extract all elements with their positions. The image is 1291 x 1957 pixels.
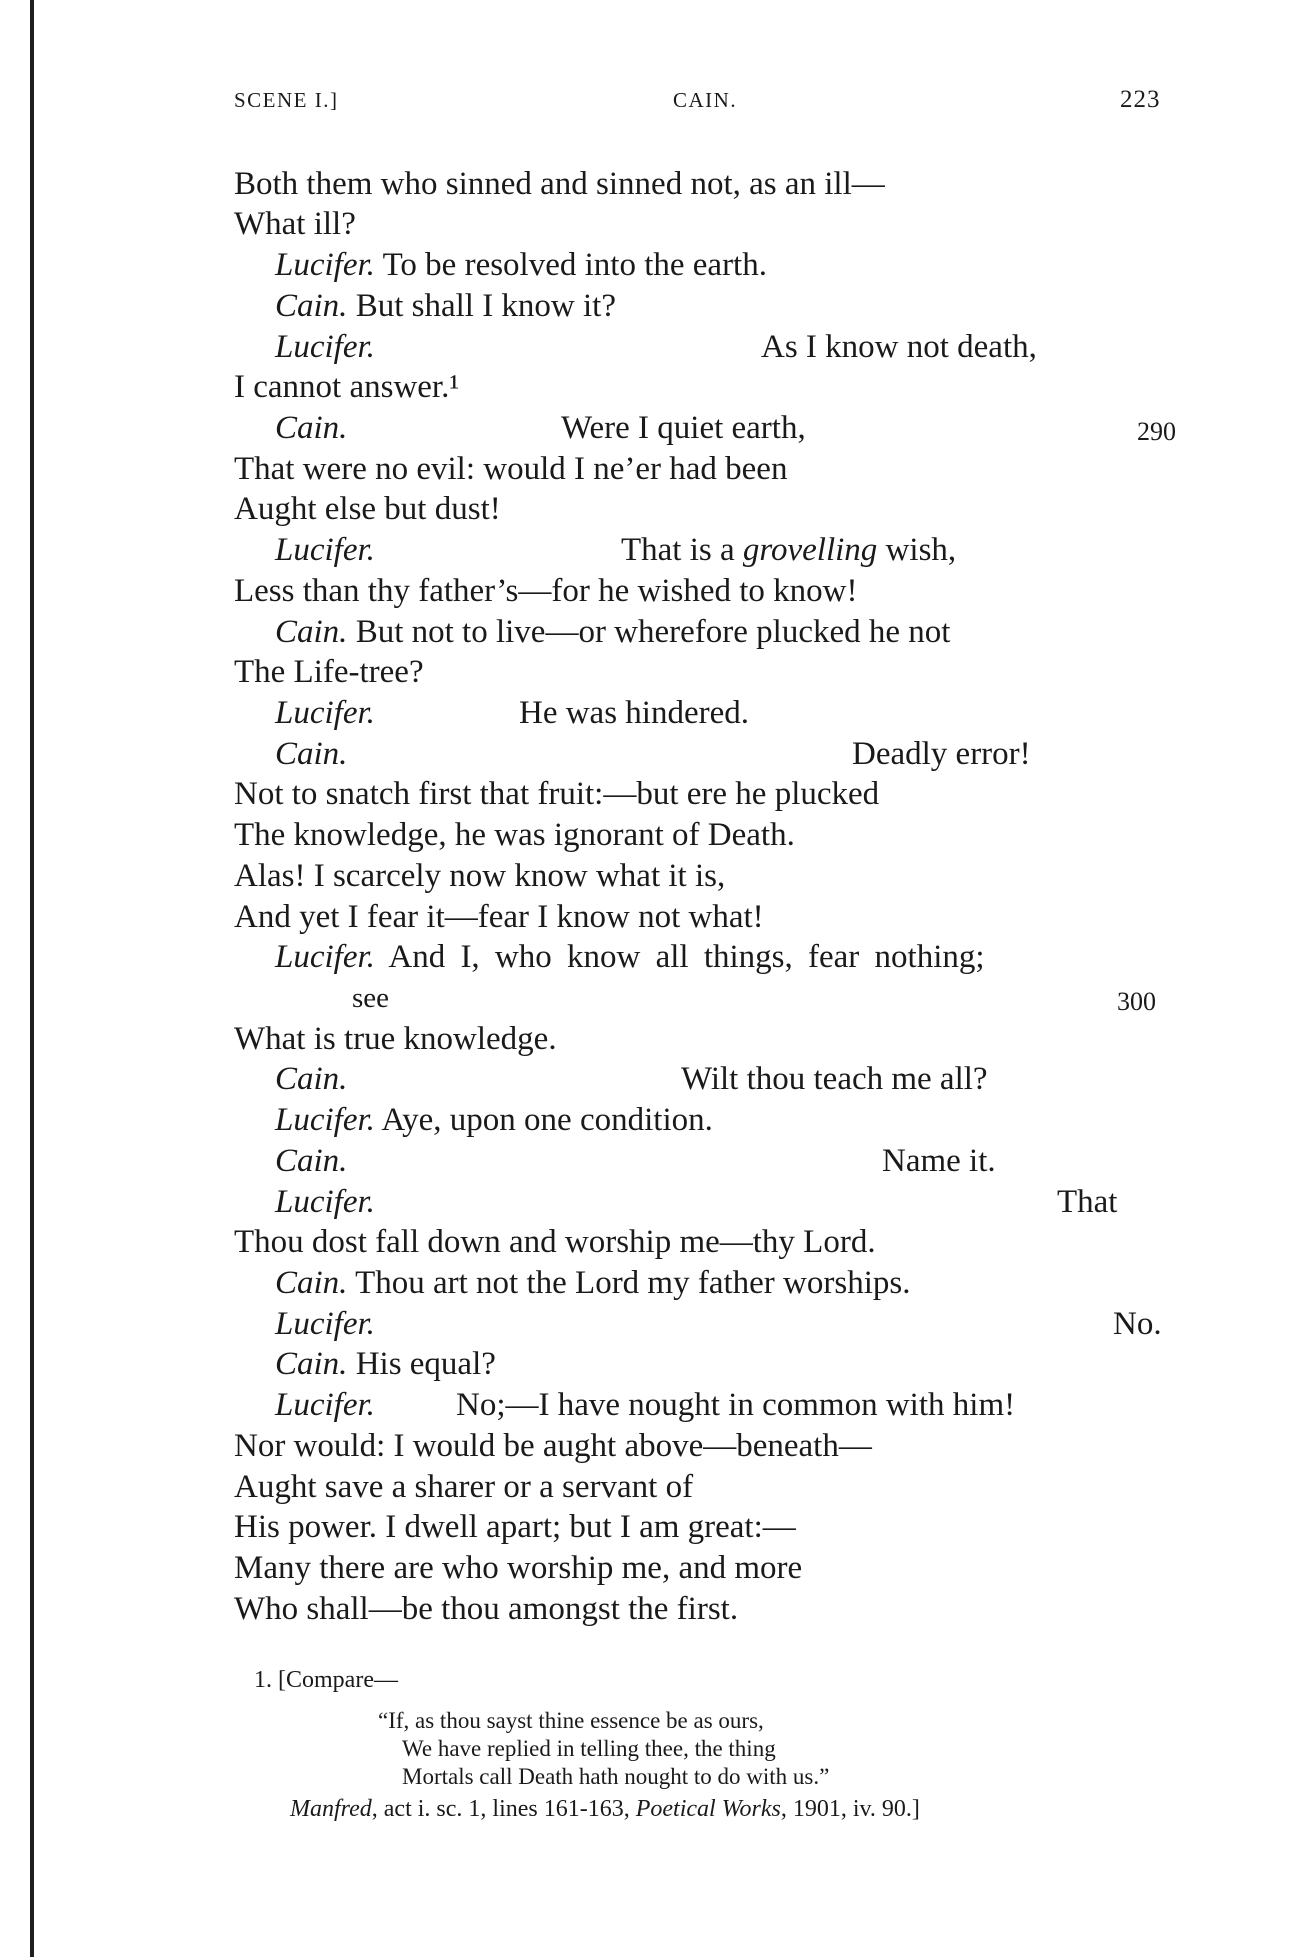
verse-line: The knowledge, he was ignorant of Death. bbox=[234, 817, 795, 853]
footnote-citation: Manfred, act i. sc. 1, lines 161-163, Poetical Works, 1901, iv. 90.] bbox=[290, 1796, 920, 1822]
verse-line: Both them who sinned and sinned not, as an ill— bbox=[234, 166, 885, 202]
verse-line: Cain. Thou art not the Lord my father worships. bbox=[275, 1265, 911, 1301]
play-title: CAIN. bbox=[673, 88, 738, 112]
page-number: 223 bbox=[1120, 86, 1161, 113]
verse-line: That were no evil: would I ne’er had been bbox=[234, 451, 788, 487]
verse-line: Nor would: I would be aught above—beneath— bbox=[234, 1428, 872, 1464]
verse-line: Cain. Wilt thou teach me all? bbox=[275, 1061, 988, 1097]
verse-line: Cain. His equal? bbox=[275, 1346, 496, 1382]
speaker-name: Lucifer. bbox=[275, 247, 375, 283]
verse-line: What is true knowledge. bbox=[234, 1021, 557, 1057]
speaker-name: Cain. bbox=[275, 1143, 348, 1179]
running-header bbox=[0, 88, 1291, 124]
speaker-name: Lucifer. bbox=[275, 939, 375, 975]
line-number: 290 bbox=[1137, 417, 1176, 446]
speaker-name: Lucifer. bbox=[275, 695, 375, 731]
verse-line: Aught else but dust! bbox=[234, 491, 501, 527]
verse-line: The Life-tree? bbox=[234, 654, 424, 690]
verse-line: Cain. Were I quiet earth, bbox=[275, 410, 806, 446]
speaker-name: Cain. bbox=[275, 736, 348, 772]
speaker-name: Cain. bbox=[275, 410, 348, 446]
speaker-name: Lucifer. bbox=[275, 532, 375, 568]
speaker-name: Lucifer. bbox=[275, 329, 375, 365]
footnote-marker: 1. bbox=[254, 1667, 272, 1693]
footnote-quote-line: Mortals call Death hath nought to do with us.” bbox=[402, 1764, 830, 1789]
verse-line: And yet I fear it—fear I know not what! bbox=[234, 899, 764, 935]
verse-line: Less than thy father’s—for he wished to know! bbox=[234, 573, 858, 609]
verse-line: Cain. But not to live—or wherefore plucked he not bbox=[275, 614, 951, 650]
speaker-name: Cain. bbox=[275, 288, 348, 324]
verse-line: What ill? bbox=[234, 206, 356, 242]
page-binding-edge bbox=[30, 0, 34, 1957]
verse-line: Lucifer. That bbox=[275, 1184, 1118, 1220]
verse-line: Lucifer. And I, who know all things, fear nothing; bbox=[275, 939, 985, 975]
speaker-name: Lucifer. bbox=[275, 1387, 375, 1423]
verse-line: Lucifer. He was hindered. bbox=[275, 695, 750, 731]
footnote-quote-line: We have replied in telling thee, the thing bbox=[402, 1736, 776, 1761]
verse-line: His power. I dwell apart; but I am great:— bbox=[234, 1509, 796, 1545]
verse-line: Not to snatch first that fruit:—but ere he plucked bbox=[234, 776, 880, 812]
verse-line: Lucifer. That is a grovelling wish, bbox=[275, 532, 957, 568]
verse-line: Cain. Deadly error! bbox=[275, 736, 1031, 772]
verse-line: see bbox=[352, 982, 390, 1014]
speaker-name: Lucifer. bbox=[275, 1102, 375, 1138]
speaker-name: Cain. bbox=[275, 1346, 348, 1382]
verse-line: Lucifer. No. bbox=[275, 1306, 1162, 1342]
speaker-name: Cain. bbox=[275, 1061, 348, 1097]
footnote-intro: [Compare— bbox=[278, 1667, 398, 1693]
speaker-name: Lucifer. bbox=[275, 1184, 375, 1220]
footnote-quote-line: “If, as thou sayst thine essence be as ours, bbox=[378, 1708, 764, 1733]
verse-line: I cannot answer.¹ bbox=[234, 369, 460, 405]
verse-line: Aught save a sharer or a servant of bbox=[234, 1469, 694, 1505]
verse-line: Cain. But shall I know it? bbox=[275, 288, 616, 324]
verse-line: Thou dost fall down and worship me—thy Lord. bbox=[234, 1224, 876, 1260]
verse-line: Who shall—be thou amongst the first. bbox=[234, 1591, 739, 1627]
verse-line: Cain. Name it. bbox=[275, 1143, 996, 1179]
line-number: 300 bbox=[1117, 987, 1156, 1016]
speaker-name: Lucifer. bbox=[275, 1306, 375, 1342]
verse-line: Lucifer. As I know not death, bbox=[275, 329, 1037, 365]
verse-line: Many there are who worship me, and more bbox=[234, 1550, 803, 1586]
verse-line: Alas! I scarcely now know what it is, bbox=[234, 858, 726, 894]
verse-line: Lucifer. No;—I have nought in common with him! bbox=[275, 1387, 1016, 1423]
speaker-name: Cain. bbox=[275, 614, 348, 650]
scene-label: SCENE I.] bbox=[234, 88, 339, 112]
verse-line: Lucifer. Aye, upon one condition. bbox=[275, 1102, 713, 1138]
verse-line: Lucifer. To be resolved into the earth. bbox=[275, 247, 767, 283]
speaker-name: Cain. bbox=[275, 1265, 348, 1301]
